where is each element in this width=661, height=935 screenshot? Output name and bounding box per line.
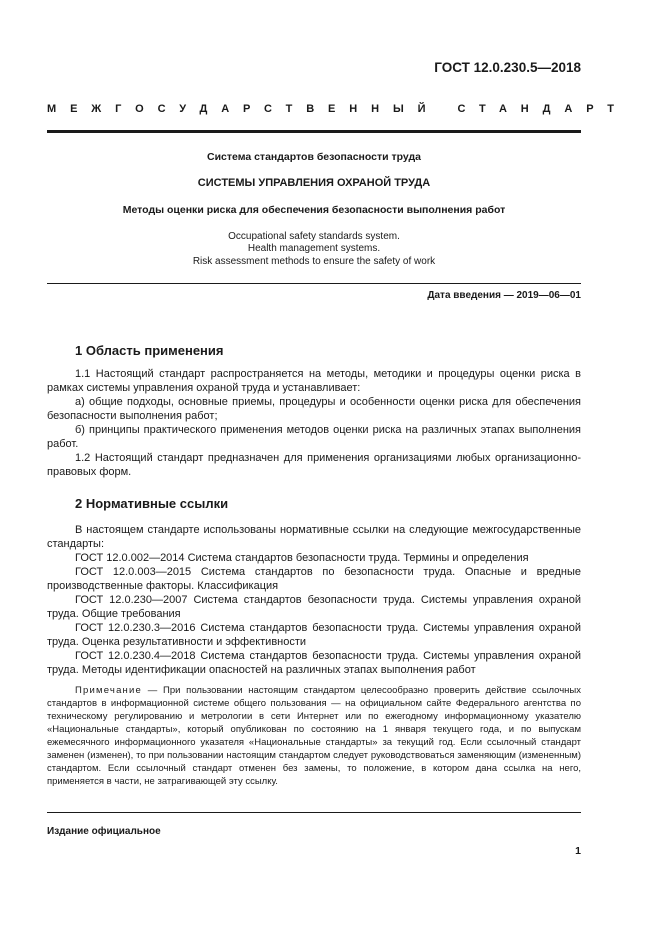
section-body-references	[47, 523, 581, 677]
interstate-standard-banner	[47, 103, 628, 115]
introduction-date: Дата введения — 2019—06—01	[427, 290, 581, 301]
reference-item: ГОСТ 12.0.230—2007 Система стандартов безопасности труда. Системы управления охраной труда. Общие требования	[47, 594, 581, 620]
sub-title: Методы оценки риска для обеспечения безопасности выполнения работ	[122, 204, 506, 216]
note-text: — При пользовании настоящим стандартом целесообразно проверить действие ссылочных стандартов в информационной системе общего пользования — на официальном сайте Федерального агентства по техническому регулированию и метрологии в сети Интернет или по ежегодному информационному указателю «Национальные стандарты», который опубликован по состоянию на 1 января текущего года, и по выпускам ежемесячного информационного указателя «Национальные стандарты» за текущий год. Если ссылочный стандарт заменен (изменен), то при пользовании настоящим стандартом следует руководствоваться заменяющим (измененным) стандартом. Если ссылочный стандарт отменен без замены, то положение, в котором дана ссылка на него, применяется в части, не затрагивающей эту ссылку.	[47, 685, 581, 787]
footer-rule	[47, 812, 581, 813]
paragraph: В настоящем стандарте использованы нормативные ссылки на следующие межгосударственные стандарты:	[47, 524, 581, 550]
paragraph: а) общие подходы, основные приемы, процедуры и особенности оценки риска для обеспечения безопасности выполнения работ;	[47, 396, 581, 422]
reference-item: ГОСТ 12.0.230.3—2016 Система стандартов безопасности труда. Системы управления охраной труда. Оценка результативности и эффективности	[47, 622, 581, 648]
main-title: СИСТЕМЫ УПРАВЛЕНИЯ ОХРАНОЙ ТРУДА	[197, 177, 431, 189]
section-body-scope	[47, 367, 581, 479]
section-heading-scope: 1 Область применения	[75, 343, 224, 358]
banner-word-interstate: МЕЖГОСУДАРСТВЕННЫЙ	[47, 103, 440, 115]
title-rule	[47, 283, 581, 284]
reference-item: ГОСТ 12.0.230.4—2018 Система стандартов безопасности труда. Системы управления охраной труда. Методы идентификации опасностей на различных этапах выполнения работ	[47, 650, 581, 676]
header-rule	[47, 130, 581, 133]
standard-number: ГОСТ 12.0.230.5—2018	[434, 60, 581, 75]
page-number: 1	[575, 845, 581, 857]
banner-word-standard: СТАНДАРТ	[457, 103, 628, 115]
paragraph: 1.1 Настоящий стандарт распространяется на методы, методики и процедуры оценки риска в рамках системы управления охраной труда и устанавливает:	[47, 368, 581, 394]
english-title-line: Risk assessment methods to ensure the safety of work	[192, 256, 436, 267]
reference-item: ГОСТ 12.0.002—2014 Система стандартов безопасности труда. Термины и определения	[75, 552, 529, 564]
paragraph: 1.2 Настоящий стандарт предназначен для применения организациями любых организационно-правовых форм.	[47, 452, 581, 478]
official-edition-label: Издание официальное	[47, 826, 161, 837]
note-paragraph	[47, 684, 581, 788]
reference-item: ГОСТ 12.0.003—2015 Система стандартов по безопасности труда. Опасные и вредные производственные факторы. Классификация	[47, 566, 581, 592]
section-heading-references: 2 Нормативные ссылки	[75, 496, 229, 511]
english-title-line: Health management systems.	[247, 243, 381, 254]
system-title: Система стандартов безопасности труда	[206, 151, 422, 163]
paragraph: б) принципы практического применения методов оценки риска на различных этапах выполнения работ.	[47, 424, 581, 450]
note-label: Примечание	[75, 685, 142, 696]
english-title-line: Occupational safety standards system.	[228, 231, 400, 242]
